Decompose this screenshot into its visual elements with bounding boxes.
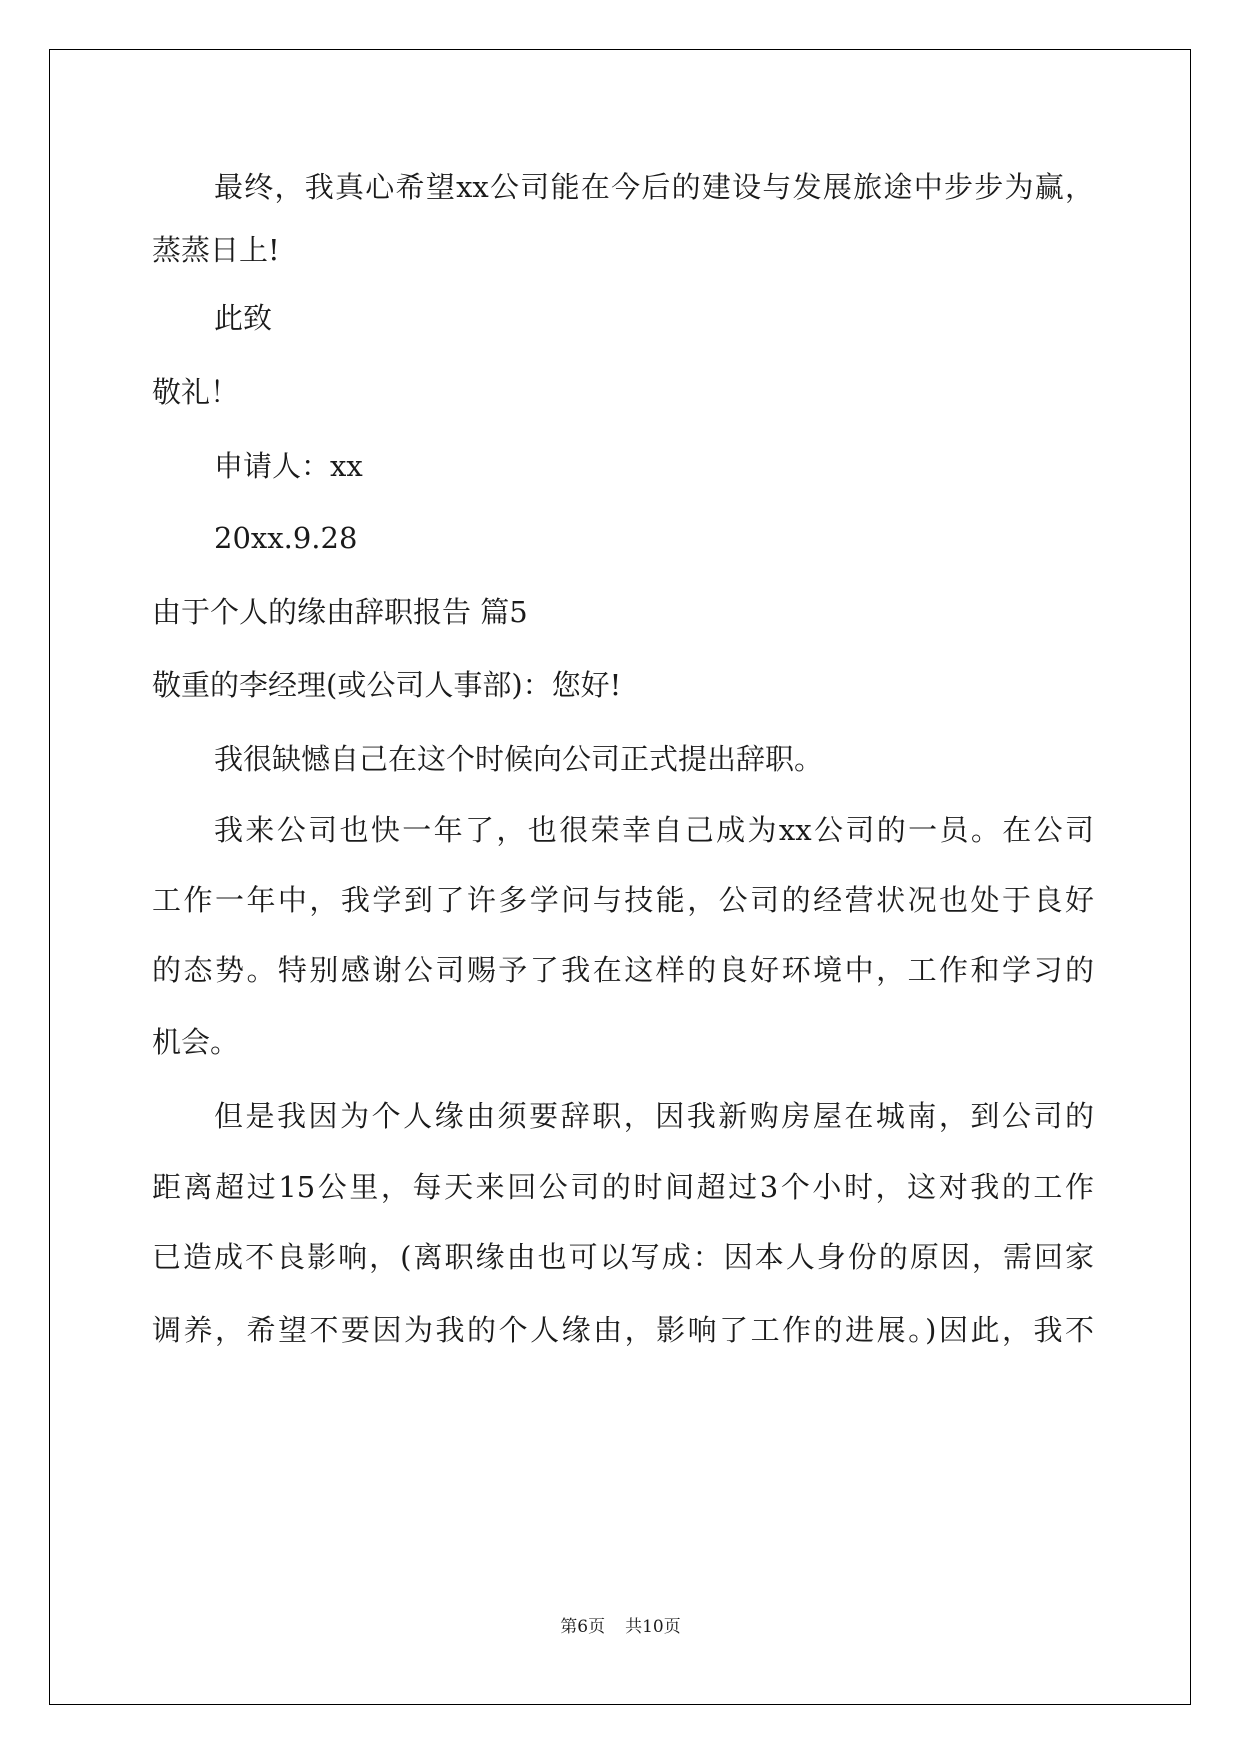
page-total: 共10页	[625, 1617, 681, 1637]
paragraph-line: 工作一年中，我学到了许多学问与技能，公司的经营状况也处于良好	[152, 883, 1094, 917]
letter-date: 20xx.9.28	[214, 521, 358, 555]
page-number: 第6页	[560, 1617, 606, 1637]
paragraph-line: 调养，希望不要因为我的个人缘由，影响了工作的进展。)因此，我不	[152, 1313, 1094, 1347]
paragraph-line: 我来公司也快一年了，也很荣幸自己成为xx公司的一员。在公司	[214, 813, 1094, 847]
paragraph-line: 我很缺憾自己在这个时候向公司正式提出辞职。	[214, 742, 824, 776]
closing-salutation: 此致	[214, 301, 273, 335]
closing-regards: 敬礼！	[152, 375, 240, 409]
paragraph-line: 已造成不良影响，(离职缘由也可以写成：因本人身份的原因，需回家	[152, 1240, 1094, 1274]
section-heading: 由于个人的缘由辞职报告 篇5	[152, 595, 528, 629]
letter-greeting: 敬重的李经理(或公司人事部)：您好!	[152, 668, 622, 702]
paragraph-line: 最终，我真心希望xx公司能在今后的建设与发展旅途中步步为赢，	[214, 170, 1094, 204]
paragraph-line: 的态势。特别感谢公司赐予了我在这样的良好环境中，工作和学习的	[152, 953, 1094, 987]
paragraph-line: 距离超过15公里，每天来回公司的时间超过3个小时，这对我的工作	[152, 1170, 1094, 1204]
page-footer	[0, 1616, 1241, 1638]
paragraph-line: 但是我因为个人缘由须要辞职，因我新购房屋在城南，到公司的	[214, 1099, 1094, 1133]
paragraph-line: 蒸蒸日上!	[152, 233, 280, 267]
paragraph-line: 机会。	[152, 1025, 240, 1059]
applicant-signature: 申请人：xx	[214, 449, 363, 483]
